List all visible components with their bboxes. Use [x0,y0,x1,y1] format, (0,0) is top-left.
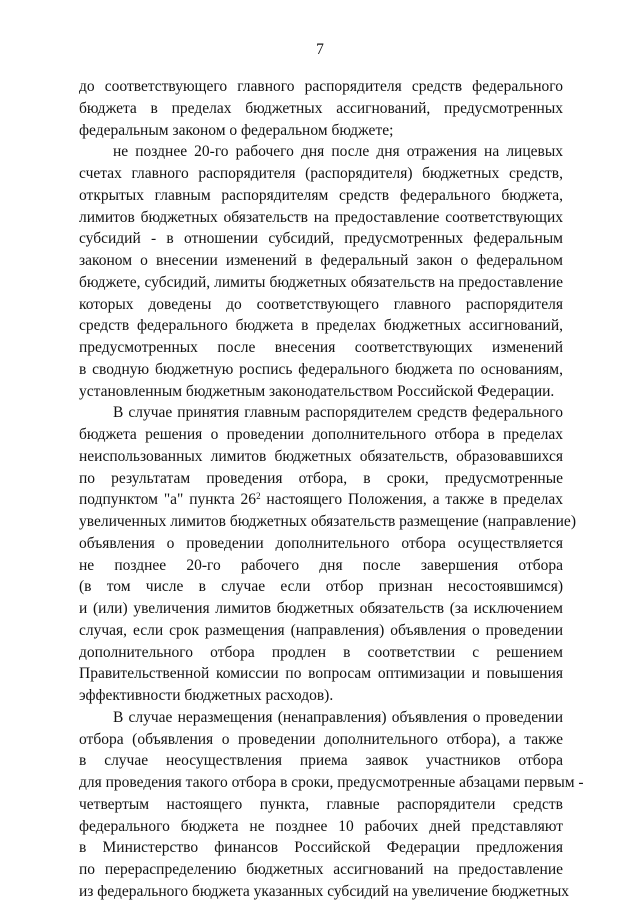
text-line: бюджете, субсидий, лимиты бюджетных обязательств на предоставление [79,273,563,291]
text-line: счетах главного распорядителя (распорядителя) бюджетных средств, [79,165,563,182]
text-fragment: настоящего Положения, а также в пределах [260,491,563,509]
text-line: (в том числе в случае если отбор признан несостоявшимся) [79,578,563,596]
superscript: 2 [256,491,261,502]
text-line: в Министерство финансов Российской Федерации предложения [79,839,563,857]
paragraph-4 [79,707,584,903]
text-line: дополнительного отбора продлен в соответствии с решением [79,643,563,661]
text-line: до соответствующего главного распорядителя средств федерального [79,78,563,95]
text-line: субсидий - в отношении субсидий, предусмотренных федеральным [79,230,563,248]
text-line: открытых главным распорядителям средств федерального бюджета, [79,186,563,204]
text-line: случая, если срок размещения (направления) объявления о проведении [79,621,563,639]
text-line: которых доведены до соответствующего главного распорядителя [79,295,563,313]
text-line: по результатам проведения отбора, в сроки, предусмотренные [79,469,563,487]
text-line: в сводную бюджетную роспись федерального бюджета по основаниям, [79,360,563,378]
text-line: отбора (объявления о проведении дополнительного отбора), а также [79,730,563,748]
text-line: В случае неразмещения (ненаправления) объявления о проведении [113,708,563,726]
text-line: для проведения такого отбора в сроки, предусмотренные абзацами первым - [79,774,584,791]
text-line: Правительственной комиссии по вопросам оптимизации и повышения [79,665,563,683]
text-line: увеличенных лимитов бюджетных обязательств размещение (направление) [79,513,576,530]
document-body [79,76,584,903]
text-line: средств федерального бюджета в пределах бюджетных ассигнований, [79,317,563,335]
text-line: не позднее 20-го рабочего дня после завершения отбора [79,556,563,574]
text-line: в случае неосуществления приема заявок участников отбора [79,752,563,770]
text-line: по перераспределению бюджетных ассигнований на предоставление [79,861,563,878]
paragraph-2 [79,141,563,402]
text-line-with-superscript [79,489,563,511]
text-line: лимитов бюджетных обязательств на предоставление соответствующих [79,208,563,226]
text-line: установленным бюджетным законодательством Российской Федерации. [79,382,555,400]
paragraph-3 [79,402,576,707]
text-line: федеральным законом о федеральном бюджете; [79,121,394,139]
text-line: законом о внесении изменений в федеральный закон о федеральном [79,252,563,269]
text-line: из федерального бюджета указанных субсидий на увеличение бюджетных [79,882,569,900]
text-line: и (или) увеличения лимитов бюджетных обязательств (за исключением [79,600,563,617]
text-line: предусмотренных после внесения соответствующих изменений [79,339,563,356]
text-line: бюджета в пределах бюджетных ассигнований, предусмотренных [79,99,563,117]
text-line: бюджета решения о проведении дополнительного отбора в пределах [79,426,563,443]
text-line: федерального бюджета не позднее 10 рабочих дней представляют [79,817,563,835]
text-line: В случае принятия главным распорядителем средств федерального [113,404,563,422]
text-line: не позднее 20-го рабочего дня после дня отражения на лицевых [113,143,563,161]
text-line: объявления о проведении дополнительного отбора осуществляется [79,534,563,552]
text-line: эффективности бюджетных расходов). [79,687,334,704]
text-line: четвертым настоящего пункта, главные распорядители средств [79,795,563,813]
text-line: неиспользованных лимитов бюджетных обязательств, образовавшихся [79,447,563,465]
paragraph-1 [79,76,563,141]
text-fragment: подпунктом "а" пункта 26 [79,491,257,509]
page-number: 7 [316,41,324,58]
